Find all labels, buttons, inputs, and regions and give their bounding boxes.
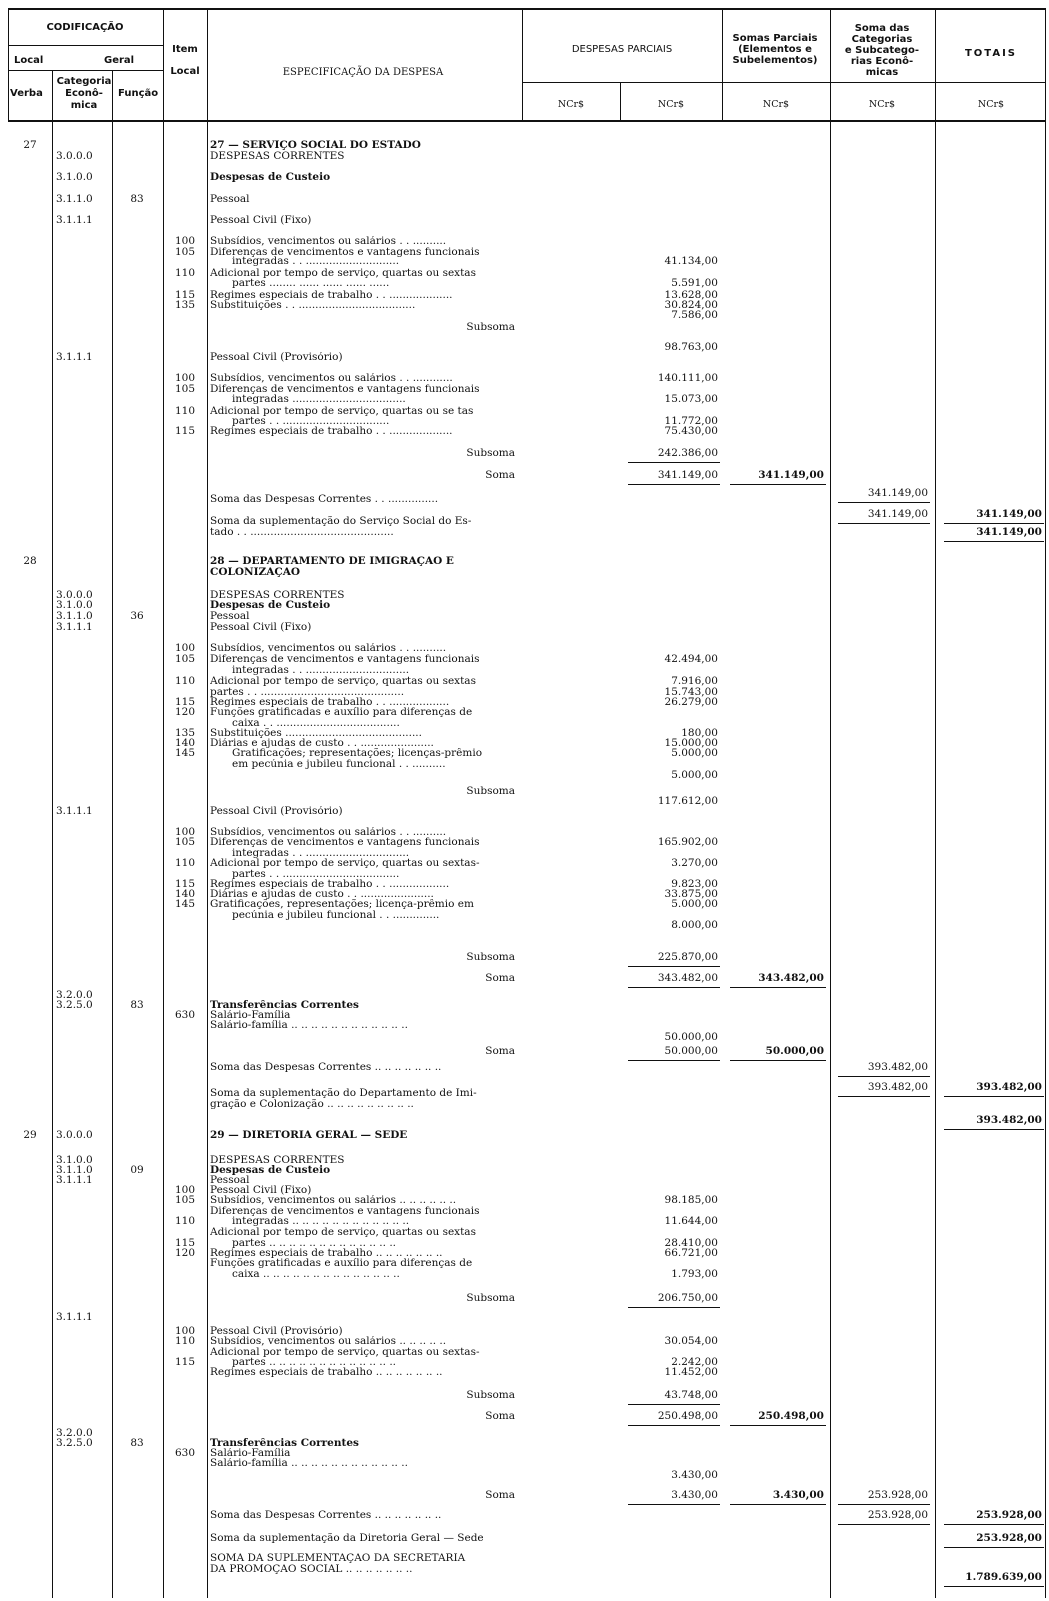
local-header: Local — [14, 55, 44, 66]
cell-dp: 26.279,00 — [664, 697, 718, 708]
cell-dp: 30.054,00 — [664, 1336, 718, 1347]
cell-dp: 1.793,00 — [671, 1269, 718, 1280]
sum-rule — [944, 1547, 1044, 1548]
cell-dp: 30.824,00 — [664, 300, 718, 311]
cell-item: 110 — [174, 1336, 196, 1347]
cell-label: Subsoma — [466, 322, 515, 333]
categoria-header: Categoria — [56, 76, 112, 87]
cell-dp: 9.823,00 — [671, 879, 718, 890]
sum-rule — [628, 1307, 720, 1308]
cell-dp: 250.498,00 — [657, 1411, 718, 1422]
cell-sc: 341.149,00 — [867, 509, 928, 520]
sum-rule — [944, 1096, 1044, 1097]
cell-dp: 242.386,00 — [657, 448, 718, 459]
cell-tot: 253.928,00 — [976, 1533, 1042, 1544]
cell-dp: 5.591,00 — [671, 278, 718, 289]
cell-dp: 11.644,00 — [664, 1216, 718, 1227]
somas-parciais-header-3: Subelementos) — [732, 55, 818, 66]
cell-spec: Soma da suplementação do Departamento de Imi- — [210, 1088, 477, 1099]
cell-spec: integradas . . ............................ — [232, 256, 400, 267]
cell-spec: partes . . ........................................... — [210, 687, 405, 698]
cell-label: Subsoma — [466, 1293, 515, 1304]
cell-label: Subsoma — [466, 1390, 515, 1401]
cell-spec: integradas .. .. .. .. .. .. .. .. .. .. .. .. — [232, 1216, 410, 1227]
cell-dp: 2.242,00 — [671, 1357, 718, 1368]
cell-spec: Subsídios, vencimentos ou salários . . ............ — [210, 373, 453, 384]
cell-item: 105 — [174, 384, 196, 395]
cell-spec: Soma das Despesas Correntes .. .. .. .. .. .. .. — [210, 1062, 442, 1073]
economica-header-2: mica — [70, 100, 98, 111]
cell-item: 140 — [174, 738, 196, 749]
cell-spec: Pessoal — [210, 194, 250, 205]
cell-label: Subsoma — [466, 786, 515, 797]
cell-cat: 3.1.1.1 — [56, 1175, 93, 1186]
cell-dp: 5.000,00 — [671, 770, 718, 781]
cell-cat: 3.1.1.0 — [56, 611, 93, 622]
cell-spec: Adicional por tempo de serviço, quartas ou se tas — [210, 406, 474, 417]
cell-item: 120 — [174, 707, 196, 718]
cell-item: 145 — [174, 899, 196, 910]
cell-tot: 341.149,00 — [976, 509, 1042, 520]
cell-dp: 11.452,00 — [664, 1367, 718, 1378]
cell-item: 115 — [174, 426, 196, 437]
cell-spec: DESPESAS CORRENTES — [210, 151, 345, 162]
cell-dp: 3.270,00 — [671, 858, 718, 869]
cell-dp: 8.000,00 — [671, 920, 718, 931]
cell-dp: 7.586,00 — [671, 310, 718, 321]
cell-dp: 98.763,00 — [664, 342, 718, 353]
cell-dp: 206.750,00 — [657, 1293, 718, 1304]
cell-dp: 42.494,00 — [664, 654, 718, 665]
sum-rule — [944, 1524, 1044, 1525]
cell-spec: integradas . . ............................... — [232, 665, 410, 676]
cell-spec: 27 — SERVIÇO SOCIAL DO ESTADO — [210, 140, 421, 151]
cell-cat: 3.1.0.0 — [56, 172, 93, 183]
cell-spec: Diferenças de vencimentos e vantagens funcionais — [210, 654, 480, 665]
cell-dp: 180,00 — [681, 728, 718, 739]
cell-item: 145 — [174, 748, 196, 759]
soma-categorias-header-2: Categorias — [851, 34, 913, 45]
cell-dp: 15.743,00 — [664, 687, 718, 698]
cell-spec: integradas .................................. — [232, 394, 406, 405]
cell-item: 135 — [174, 300, 196, 311]
cell-cat: 3.1.0.0 — [56, 600, 93, 611]
cell-spec: pecúnia e jubileu funcional . . .............. — [232, 910, 440, 921]
cell-cat: 3.1.1.1 — [56, 806, 93, 817]
cell-dp: 75.430,00 — [664, 426, 718, 437]
cell-item: 110 — [174, 858, 196, 869]
cell-spec: partes . . ................................ — [232, 416, 390, 427]
cell-spec: Substituições ......................................... — [210, 728, 422, 739]
cell-dp: 3.430,00 — [671, 1470, 718, 1481]
cell-spec: Gratificações; representações; licenças-prêmio — [232, 748, 483, 759]
cell-spec: partes ........ ...... ...... ...... ...... — [232, 278, 390, 289]
cell-spec: Pessoal — [210, 1175, 250, 1186]
sum-rule — [838, 1076, 930, 1077]
cell-spec: Pessoal Civil (Fixo) — [210, 215, 312, 226]
cell-func: 83 — [130, 1438, 144, 1449]
cell-spec: Regimes especiais de trabalho . . ................... — [210, 290, 453, 301]
cell-spec: Salário-Família — [210, 1448, 291, 1459]
cell-cat: 3.1.1.0 — [56, 194, 93, 205]
cell-spec: 28 — DEPARTAMENTO DE IMIGRAÇÃO E — [210, 556, 454, 567]
economica-header-1: Econô- — [65, 88, 103, 99]
cell-item: 100 — [174, 827, 196, 838]
cell-cat: 3.1.0.0 — [56, 1155, 93, 1166]
currency-col-2: NCr$ — [657, 99, 685, 110]
verba-header: Verba — [10, 88, 43, 99]
cell-spec: Regimes especiais de trabalho . . ................... — [210, 426, 453, 437]
cell-spec: Soma das Despesas Correntes . . ............... — [210, 494, 439, 505]
cell-sc: 341.149,00 — [867, 488, 928, 499]
cell-spec: Funções gratificadas e auxílio para diferenças de — [210, 1258, 473, 1269]
currency-col-4: NCr$ — [868, 99, 896, 110]
cell-spec: Despesas de Custeio — [210, 1165, 331, 1176]
cell-spec: DA PROMOÇÃO SOCIAL .. .. .. .. .. .. .. — [210, 1564, 413, 1575]
cell-spec: 29 — DIRETORIA GERAL — SEDE — [210, 1130, 408, 1141]
cell-cat: 3.0.0.0 — [56, 1130, 93, 1141]
cell-spec: Subsídios, vencimentos ou salários .. .. .. .. .. — [210, 1336, 447, 1347]
cell-func: 83 — [130, 1000, 144, 1011]
cell-spec: Regimes especiais de trabalho . . .................. — [210, 879, 450, 890]
sum-rule — [730, 1060, 826, 1061]
cell-item: 630 — [174, 1010, 196, 1021]
sum-rule — [628, 1425, 720, 1426]
cell-spec: Diferenças de vencimentos e vantagens funcionais — [210, 1206, 480, 1217]
somas-parciais-header-2: (Elementos e — [738, 44, 812, 55]
cell-cat: 3.2.5.0 — [56, 1438, 93, 1449]
sum-rule — [944, 541, 1044, 542]
cell-spec: Salário-família .. .. .. .. .. .. .. .. .. .. .. .. — [210, 1020, 408, 1031]
cell-verba: 29 — [23, 1130, 37, 1141]
cell-cat: 3.1.1.1 — [56, 352, 93, 363]
cell-spec: Adicional por tempo de serviço, quartas ou sextas — [210, 268, 476, 279]
soma-categorias-header-1: Soma das — [854, 23, 910, 34]
cell-spec: Transferências Correntes — [210, 1438, 359, 1449]
cell-item: 115 — [174, 290, 196, 301]
cell-spec: Pessoal Civil (Fixo) — [210, 1185, 312, 1196]
cell-spec: Soma da suplementação do Serviço Social do Es- — [210, 516, 472, 527]
cell-tot: 1.789.639,00 — [965, 1572, 1042, 1583]
cell-spec: Funções gratificadas e auxílio para diferenças de — [210, 707, 473, 718]
cell-spec: Soma da suplementação da Diretoria Geral — Sede — [210, 1533, 484, 1544]
cell-dp: 165.902,00 — [657, 837, 718, 848]
codificacao-header: CODIFICAÇÃO — [46, 22, 124, 33]
cell-item: 115 — [174, 1238, 196, 1249]
cell-dp: 33.875,00 — [664, 889, 718, 900]
cell-spec: Subsídios, vencimentos ou salários . . .......... — [210, 236, 447, 247]
cell-item: 110 — [174, 268, 196, 279]
cell-cat: 3.1.1.0 — [56, 1165, 93, 1176]
cell-item: 100 — [174, 373, 196, 384]
cell-label: Soma — [485, 470, 515, 481]
cell-verba: 28 — [23, 556, 37, 567]
cell-dp: 11.772,00 — [664, 416, 718, 427]
sum-rule — [628, 987, 720, 988]
cell-item: 105 — [174, 837, 196, 848]
cell-spec: Despesas de Custeio — [210, 172, 331, 183]
currency-col-1: NCr$ — [557, 99, 585, 110]
currency-col-3: NCr$ — [762, 99, 790, 110]
cell-spec: Subsídios, vencimentos ou salários .. .. .. .. .. .. — [210, 1195, 457, 1206]
cell-dp: 28.410,00 — [664, 1238, 718, 1249]
cell-spec: Subsídios, vencimentos ou salários . . .......... — [210, 643, 447, 654]
cell-dp: 13.628,00 — [664, 290, 718, 301]
cell-dp: 225.870,00 — [657, 952, 718, 963]
cell-label: Soma — [485, 1046, 515, 1057]
cell-item: 110 — [174, 676, 196, 687]
cell-spec: DESPESAS CORRENTES — [210, 1155, 345, 1166]
sum-rule — [730, 484, 826, 485]
cell-spec: Regimes especiais de trabalho .. .. .. .. .. .. .. — [210, 1248, 443, 1259]
cell-sp: 341.149,00 — [758, 470, 824, 481]
cell-tot: 253.928,00 — [976, 1510, 1042, 1521]
cell-cat: 3.0.0.0 — [56, 590, 93, 601]
cell-tot: 341.149,00 — [976, 527, 1042, 538]
sum-rule — [944, 1586, 1044, 1587]
totais-header: TOTAIS — [964, 48, 1018, 59]
cell-dp: 66.721,00 — [664, 1248, 718, 1259]
cell-spec: Diferenças de vencimentos e vantagens funcionais — [210, 384, 480, 395]
cell-dp: 343.482,00 — [657, 973, 718, 984]
cell-spec: Adicional por tempo de serviço, quartas ou sextas- — [210, 1347, 480, 1358]
cell-spec: Adicional por tempo de serviço, quartas ou sextas- — [210, 858, 480, 869]
cell-dp: 98.185,00 — [664, 1195, 718, 1206]
cell-spec: tado . . ........................................... — [210, 527, 394, 538]
cell-spec: Regimes especiais de trabalho .. .. .. .. .. .. .. — [210, 1367, 443, 1378]
sum-rule — [944, 1129, 1044, 1130]
item-local-header: Local — [170, 66, 200, 77]
somas-parciais-header-1: Somas Parciais — [732, 33, 818, 44]
cell-spec: em pecúnia e jubileu funcional . . .......... — [232, 759, 446, 770]
cell-spec: DESPESAS CORRENTES — [210, 590, 345, 601]
cell-spec: caixa . . ..................................... — [232, 718, 400, 729]
cell-dp: 3.430,00 — [671, 1490, 718, 1501]
cell-spec: Salário-família .. .. .. .. .. .. .. .. .. .. .. .. — [210, 1458, 408, 1469]
cell-spec: Pessoal Civil (Provisório) — [210, 352, 343, 363]
soma-categorias-header-5: micas — [865, 67, 899, 78]
cell-spec: SOMA DA SUPLEMENTAÇÃO DA SECRETARIA — [210, 1553, 466, 1564]
cell-spec: Salário-Família — [210, 1010, 291, 1021]
cell-dp: 50.000,00 — [664, 1046, 718, 1057]
cell-spec: Pessoal Civil (Fixo) — [210, 622, 312, 633]
cell-spec: Gratificações, representações; licença-prêmio em — [210, 899, 474, 910]
cell-item: 140 — [174, 889, 196, 900]
sum-rule — [944, 523, 1044, 524]
cell-spec: Diferenças de vencimentos e vantagens funcionais — [210, 247, 480, 258]
cell-cat: 3.2.5.0 — [56, 1000, 93, 1011]
sum-rule — [628, 1504, 720, 1505]
currency-col-5: NCr$ — [977, 99, 1005, 110]
cell-spec: partes . . ................................... — [232, 869, 400, 880]
cell-spec: partes .. .. .. .. .. .. .. .. .. .. .. .. .. — [232, 1357, 396, 1368]
cell-func: 09 — [130, 1165, 144, 1176]
sum-rule — [628, 1404, 720, 1405]
cell-func: 36 — [130, 611, 144, 622]
cell-spec: Pessoal — [210, 611, 250, 622]
sum-rule — [838, 1524, 930, 1525]
cell-sp: 50.000,00 — [765, 1046, 824, 1057]
cell-sc: 393.482,00 — [867, 1062, 928, 1073]
cell-spec: integradas . . ............................... — [232, 848, 410, 859]
cell-spec: Adicional por tempo de serviço, quartas ou sextas — [210, 1227, 476, 1238]
cell-item: 110 — [174, 406, 196, 417]
funcao-header: Função — [118, 88, 159, 99]
cell-item: 100 — [174, 643, 196, 654]
cell-sc: 253.928,00 — [867, 1510, 928, 1521]
sum-rule — [730, 1425, 826, 1426]
cell-spec: Regimes especiais de trabalho . . .................. — [210, 697, 450, 708]
cell-cat: 3.2.0.0 — [56, 1428, 93, 1439]
cell-label: Soma — [485, 973, 515, 984]
cell-spec: Transferências Correntes — [210, 1000, 359, 1011]
cell-item: 115 — [174, 879, 196, 890]
cell-tot: 393.482,00 — [976, 1082, 1042, 1093]
cell-dp: 50.000,00 — [664, 1032, 718, 1043]
cell-spec: Diferenças de vencimentos e vantagens funcionais — [210, 837, 480, 848]
cell-sc: 253.928,00 — [867, 1490, 928, 1501]
sum-rule — [838, 502, 930, 503]
cell-dp: 5.000,00 — [671, 899, 718, 910]
cell-cat: 3.0.0.0 — [56, 151, 93, 162]
cell-dp: 140.111,00 — [657, 373, 718, 384]
geral-header: Geral — [104, 55, 135, 66]
cell-item: 100 — [174, 236, 196, 247]
cell-item: 135 — [174, 728, 196, 739]
cell-dp: 41.134,00 — [664, 256, 718, 267]
cell-item: 115 — [174, 697, 196, 708]
cell-label: Subsoma — [466, 448, 515, 459]
cell-cat: 3.1.1.1 — [56, 215, 93, 226]
cell-item: 115 — [174, 1357, 196, 1368]
cell-dp: 341.149,00 — [657, 470, 718, 481]
item-header: Item — [172, 44, 198, 55]
soma-categorias-header-3: e Subcatego- — [844, 45, 920, 56]
cell-item: 105 — [174, 654, 196, 665]
cell-func: 83 — [130, 194, 144, 205]
cell-dp: 117.612,00 — [657, 796, 718, 807]
cell-spec: Pessoal Civil (Provisório) — [210, 1326, 343, 1337]
sum-rule — [838, 1504, 930, 1505]
sum-rule — [838, 1096, 930, 1097]
cell-cat: 3.1.1.1 — [56, 622, 93, 633]
sum-rule — [838, 523, 930, 524]
cell-item: 105 — [174, 1195, 196, 1206]
cell-verba: 27 — [23, 140, 37, 151]
cell-spec: Soma das Despesas Correntes .. .. .. .. .. .. .. — [210, 1510, 442, 1521]
cell-spec: Despesas de Custeio — [210, 600, 331, 611]
cell-spec: Diárias e ajudas de custo . . ...................... — [210, 738, 434, 749]
cell-cat: 3.2.0.0 — [56, 990, 93, 1001]
cell-spec: Substituições . . ................................... — [210, 300, 416, 311]
cell-spec: Subsídios, vencimentos ou salários . . .......... — [210, 827, 447, 838]
sum-rule — [628, 484, 720, 485]
cell-sp: 343.482,00 — [758, 973, 824, 984]
cell-label: Soma — [485, 1411, 515, 1422]
cell-sc: 393.482,00 — [867, 1082, 928, 1093]
cell-item: 630 — [174, 1448, 196, 1459]
cell-spec: Diárias e ajudas de custo . . ...................... — [210, 889, 434, 900]
cell-spec: gração e Colonização .. .. .. .. .. .. .. .. .. — [210, 1099, 414, 1110]
cell-spec: Pessoal Civil (Provisório) — [210, 806, 343, 817]
cell-label: Subsoma — [466, 952, 515, 963]
cell-dp: 7.916,00 — [671, 676, 718, 687]
especificacao-header: ESPECIFICAÇÃO DA DESPESA — [282, 67, 444, 78]
sum-rule — [730, 1504, 826, 1505]
cell-item: 120 — [174, 1248, 196, 1259]
sum-rule — [628, 1060, 720, 1061]
cell-sp: 250.498,00 — [758, 1411, 824, 1422]
despesas-parciais-header: DESPESAS PARCIAIS — [571, 44, 673, 55]
soma-categorias-header-4: rias Econô- — [850, 56, 914, 67]
cell-item: 100 — [174, 1326, 196, 1337]
cell-tot: 393.482,00 — [976, 1115, 1042, 1126]
sum-rule — [730, 987, 826, 988]
cell-item: 100 — [174, 1185, 196, 1196]
cell-label: Soma — [485, 1490, 515, 1501]
cell-dp: 43.748,00 — [664, 1390, 718, 1401]
cell-spec: Adicional por tempo de serviço, quartas ou sextas — [210, 676, 476, 687]
cell-spec: COLONIZAÇÃO — [210, 567, 301, 578]
sum-rule — [628, 462, 720, 463]
cell-item: 110 — [174, 1216, 196, 1227]
sum-rule — [628, 966, 720, 967]
cell-cat: 3.1.1.1 — [56, 1312, 93, 1323]
cell-dp: 5.000,00 — [671, 748, 718, 759]
cell-dp: 15.000,00 — [664, 738, 718, 749]
cell-spec: partes .. .. .. .. .. .. .. .. .. .. .. .. .. — [232, 1238, 396, 1249]
cell-dp: 15.073,00 — [664, 394, 718, 405]
cell-spec: caixa .. .. .. .. .. .. .. .. .. .. .. .. .. .. — [232, 1269, 400, 1280]
cell-sp: 3.430,00 — [772, 1490, 824, 1501]
cell-item: 105 — [174, 247, 196, 258]
